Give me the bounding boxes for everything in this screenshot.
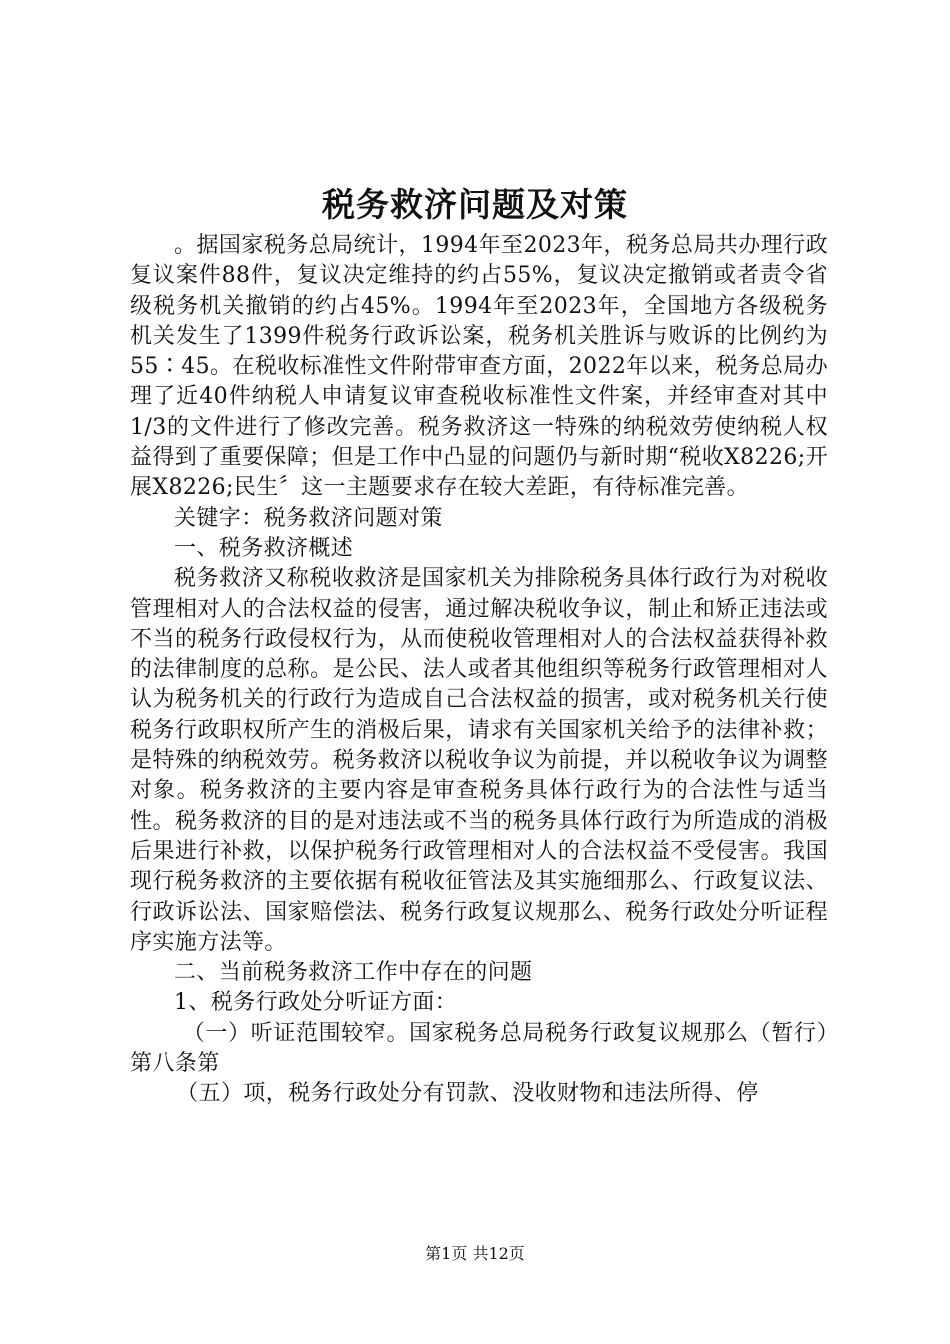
subsection-heading-hearing: 1、税务行政处分听证方面： bbox=[174, 990, 458, 1016]
page-number-footer: 第1页 共12页 bbox=[425, 1244, 525, 1263]
document-title: 税务救济问题及对策 bbox=[322, 185, 628, 224]
document-body bbox=[130, 231, 828, 1110]
paragraph-keywords: 关键字：税务救济问题对策 bbox=[174, 505, 443, 531]
paragraph-hearing-item-five: （五）项，税务行政处分有罚款、没收财物和违法所得、停 bbox=[176, 1081, 759, 1107]
paragraph-hearing-scope: （一）听证范围较窄。国家税务总局税务行政复议规那么（暂行）第八条第 bbox=[130, 1020, 828, 1077]
section-heading-problems: 二、当前税务救济工作中存在的问题 bbox=[174, 960, 533, 986]
section-heading-overview: 一、税务救济概述 bbox=[174, 535, 354, 561]
paragraph-statistics: 。据国家税务总局统计，1994年至2023年，税务总局共办理行政复议案件88件，复议决定维持的约占55%，复议决定撤销或者责令省级税务机关撤销的约占45%。1994年至2023年，全国地方各级税务机关发生了1399件税务行政诉讼案，税务机关胜诉与败诉的比例约为55∶45。在税收标准性文件附带审查方面，2022年以来，税务总局办理了近40件纳税人申请复议审查税收标准性文件案，并经审查对其中1/3的文件进行了修改完善。税务救济这一特殊的纳税效劳使纳税人权益得到了重要保障；但是工作中凸显的问题仍与新时期“税收X8226;开展X8226;民生〞这一主题要求存在较大差距，有待标准完善。 bbox=[130, 233, 828, 501]
paragraph-overview: 税务救济又称税收救济是国家机关为排除税务具体行政行为对税收管理相对人的合法权益的侵害，通过解决税收争议，制止和矫正违法或不当的税务行政侵权行为，从而使税收管理相对人的合法权益获得补救的法律制度的总称。是公民、法人或者其他组织等税务行政管理相对人认为税务机关的行政行为造成自己合法权益的损害，或对税务机关行使税务行政职权所产生的消极后果，请求有关国家机关给予的法律补救；是特殊的纳税效劳。税务救济以税收争议为前提，并以税收争议为调整对象。税务救济的主要内容是审查税务具体行政行为的合法性与适当性。税务救济的目的是对违法或不当的税务具体行政行为所造成的消极后果进行补救，以保护税务行政管理相对人的合法权益不受侵害。我国现行税务救济的主要依据有税收征管法及其实施细那么、行政复议法、行政诉讼法、国家赔偿法、税务行政复议规那么、税务行政处分听证程序实施方法等。 bbox=[130, 566, 828, 955]
